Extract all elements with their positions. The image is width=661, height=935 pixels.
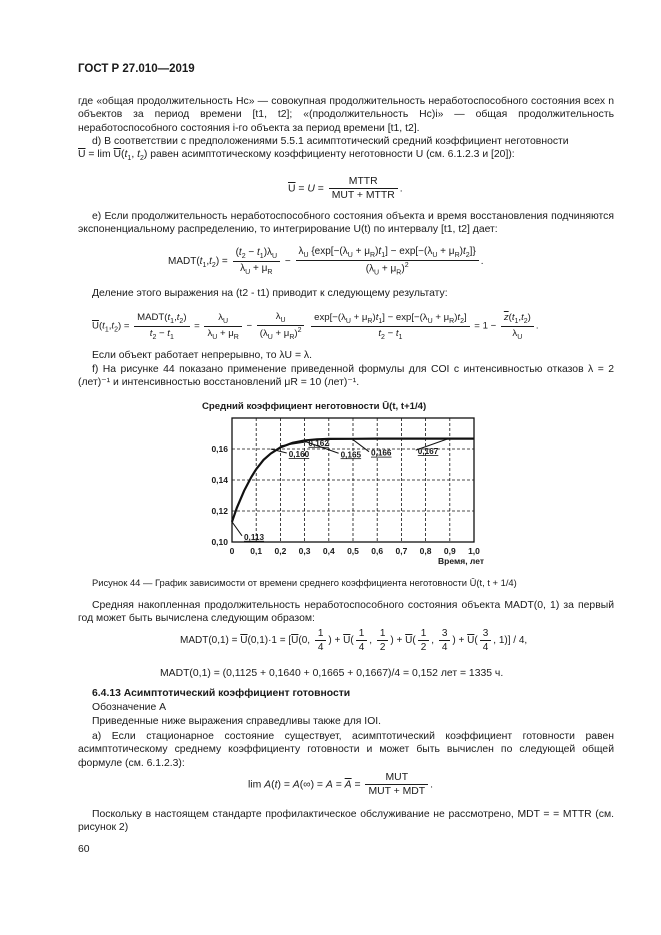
frac-den: MUT + MTTR — [331, 190, 395, 201]
y-tick-label: 0,10 — [211, 537, 228, 547]
y-tick-label: 0,12 — [211, 506, 228, 516]
annotation-pointer — [232, 522, 242, 536]
document-header: ГОСТ Р 27.010—2019 — [78, 63, 195, 75]
equation-u-average: $\overline{U}(t_1,t_2)$ = $\frac{MADT(t_1,t_2)}{t_2 - t_1}$ = $\frac{\lambda_U}{\lambda_U + \mu_R}$ − $\frac{\lambda_U}{(\lambda_U + \mu_R)^2}$ $\frac{\exp[-(\lambda_U + \mu_R)t_1] - \exp[-(\lambda_U + \mu_R)t_2]}{t_2 - t_1}$ = 1 − $\frac{\overline{z}(t_1,t_2)}{\lambda_U}$ . — [92, 311, 539, 341]
equation-madt-value: MADT(0,1) = (0,1125 + 0,1640 + 0,1665 + 0,1667)/4 = 0,152 лет = 1335 ч. — [160, 668, 504, 679]
paragraph-madt: Средняя накопленная продолжительность неработоспособного состояния объекта MADT(0, 1) за первый год может быть вычислена следующим образом: — [78, 600, 614, 625]
y-tick-label: 0,16 — [211, 444, 228, 454]
annotation-label: 0,166 — [371, 448, 392, 458]
paragraph-f: f) На рисунке 44 показано применение приведенной формулы для COI с интенсивностью отказов λ = 2 (лет)⁻¹ и интенсивностью восстановлений μR = 10 (лет)⁻¹. — [78, 364, 614, 389]
paragraph-d: d) В соответствии с предположениями 5.5.1 асимптотический средний коэффициент неготовности — [92, 136, 569, 147]
equation-madt: $MADT(t_1,t_2)$ = $\frac{(t_2 - t_1)\lambda_U}{\lambda_U + \mu_R}$ − $\frac{\lambda_U \{\exp[-(\lambda_U + \mu_R)t_1] - \exp[-(\lambda_U + \mu_R)t_2]\}}{(\lambda_U + \mu_R)^2}$ . — [168, 246, 484, 277]
x-tick-label: 1,0 — [468, 546, 480, 556]
x-tick-label: 0,2 — [274, 546, 287, 556]
x-tick-label: 0,5 — [347, 546, 359, 556]
annotation-label: 0,113 — [244, 532, 265, 542]
equation-u-mttr: $\overline{U} = U$ = $\frac{\text{MTTR}}{\text{MUT + MTTR}}$ . — [288, 176, 403, 201]
chart-xlabel: Время, лет — [438, 556, 484, 566]
paragraph-mdt: Поскольку в настоящем стандарте профилактическое обслуживание не рассмотрено, MDT = = MTTR (см. рисунок 2) — [78, 809, 614, 834]
frac-den: MUT + MDT — [368, 786, 426, 797]
annotation-label: 0,162 — [308, 438, 329, 448]
x-tick-label: 0,8 — [419, 546, 432, 556]
section-heading: 6.4.13 Асимптотический коэффициент готовности — [92, 688, 351, 699]
chart-grid — [232, 418, 474, 542]
frac-num: MTTR — [329, 176, 398, 189]
x-tick-label: 0,1 — [250, 546, 263, 556]
paragraph-ioi: Приведенные ниже выражения справедливы также для IOI. — [92, 716, 382, 727]
x-tick-label: 0,7 — [395, 546, 408, 556]
equation-availability: $\lim A(t) = A(\infty) = A = \overline{A}$ = $\frac{\text{MUT}}{\text{MUT + MDT}}$ . — [248, 772, 434, 797]
annotation-label: 0,165 — [340, 450, 362, 460]
equation-madt-sum: MADT(0,1) = $\overline{U}(0,1)\cdot 1 = [\overline{U}(0$, $\frac{1}{4}$ ) + $\overline{U}$( $\frac{1}{4}$ , $\frac{1}{2}$ ) + $\overline{U}$( $\frac{1}{2}$ , $\frac{3}{4}$ ) + $\overline{U}$( $\frac{3}{4}$ , 1)] / 4, — [180, 628, 528, 653]
designation: Обозначение A — [92, 702, 167, 713]
paragraph-definition — [78, 95, 614, 135]
x-tick-label: 0,3 — [298, 546, 311, 556]
chart-annotations — [232, 438, 450, 542]
paragraph-e: e) Если продолжительность неработоспособного состояния объекта и время восстановления подчиняются экспоненциальному распределению, то интегрирование U(t) по интервалу [t1, t2] дает: — [78, 211, 614, 236]
page-number: 60 — [78, 844, 90, 855]
paragraph-a: a) Если стационарное состояние существует, асимптотический коэффициент готовности равен асимптотическому среднему коэффициенту готовности и может быть вычислен по следующей общей формуле (см. 6.1.2.3): — [78, 731, 614, 769]
annotation-label: 0,160 — [288, 450, 310, 459]
figure-caption: Рисунок 44 — График зависимости от времени среднего коэффициента неготовности Ū(t, t + 1/4) — [92, 577, 517, 588]
paragraph-text: где «общая продолжительность Нс» — совокупная продолжительность неработоспособного состояния всех n объектов за период времени [t1, t2]; «(продолжительность Нс)i» — общая продолжительность неработоспособного состояния i-го объекта за период времени [t1, t2]. — [78, 96, 614, 134]
x-tick-label: 0,9 — [443, 546, 456, 556]
chart-title: Средний коэффициент неготовности Ū(t, t+1/4) — [202, 401, 427, 412]
y-tick-label: 0,14 — [211, 475, 228, 485]
chart-unavailability — [196, 396, 496, 566]
x-tick-label: 0,4 — [322, 546, 335, 556]
paragraph-division: Деление этого выражения на (t2 - t1) приводит к следующему результату: — [92, 288, 448, 299]
x-tick-label: 0,6 — [371, 546, 384, 556]
paragraph-continuous: Если объект работает непрерывно, то λU = λ. — [92, 350, 312, 361]
x-tick-label: 0 — [229, 546, 235, 556]
frac-num: MUT — [365, 772, 428, 785]
annotation-label: 0,167 — [417, 447, 439, 457]
equation-u-limit: $\overline{U} = \lim \overline{U}(t_1$, $t_2$) равен асимптотическому коэффициенту неготовности U (см. 6.1.2.3 и [20]): — [78, 149, 515, 163]
paragraph-d-continued: равен асимптотическому коэффициенту неготовности U (см. 6.1.2.3 и [20]): — [150, 149, 515, 160]
